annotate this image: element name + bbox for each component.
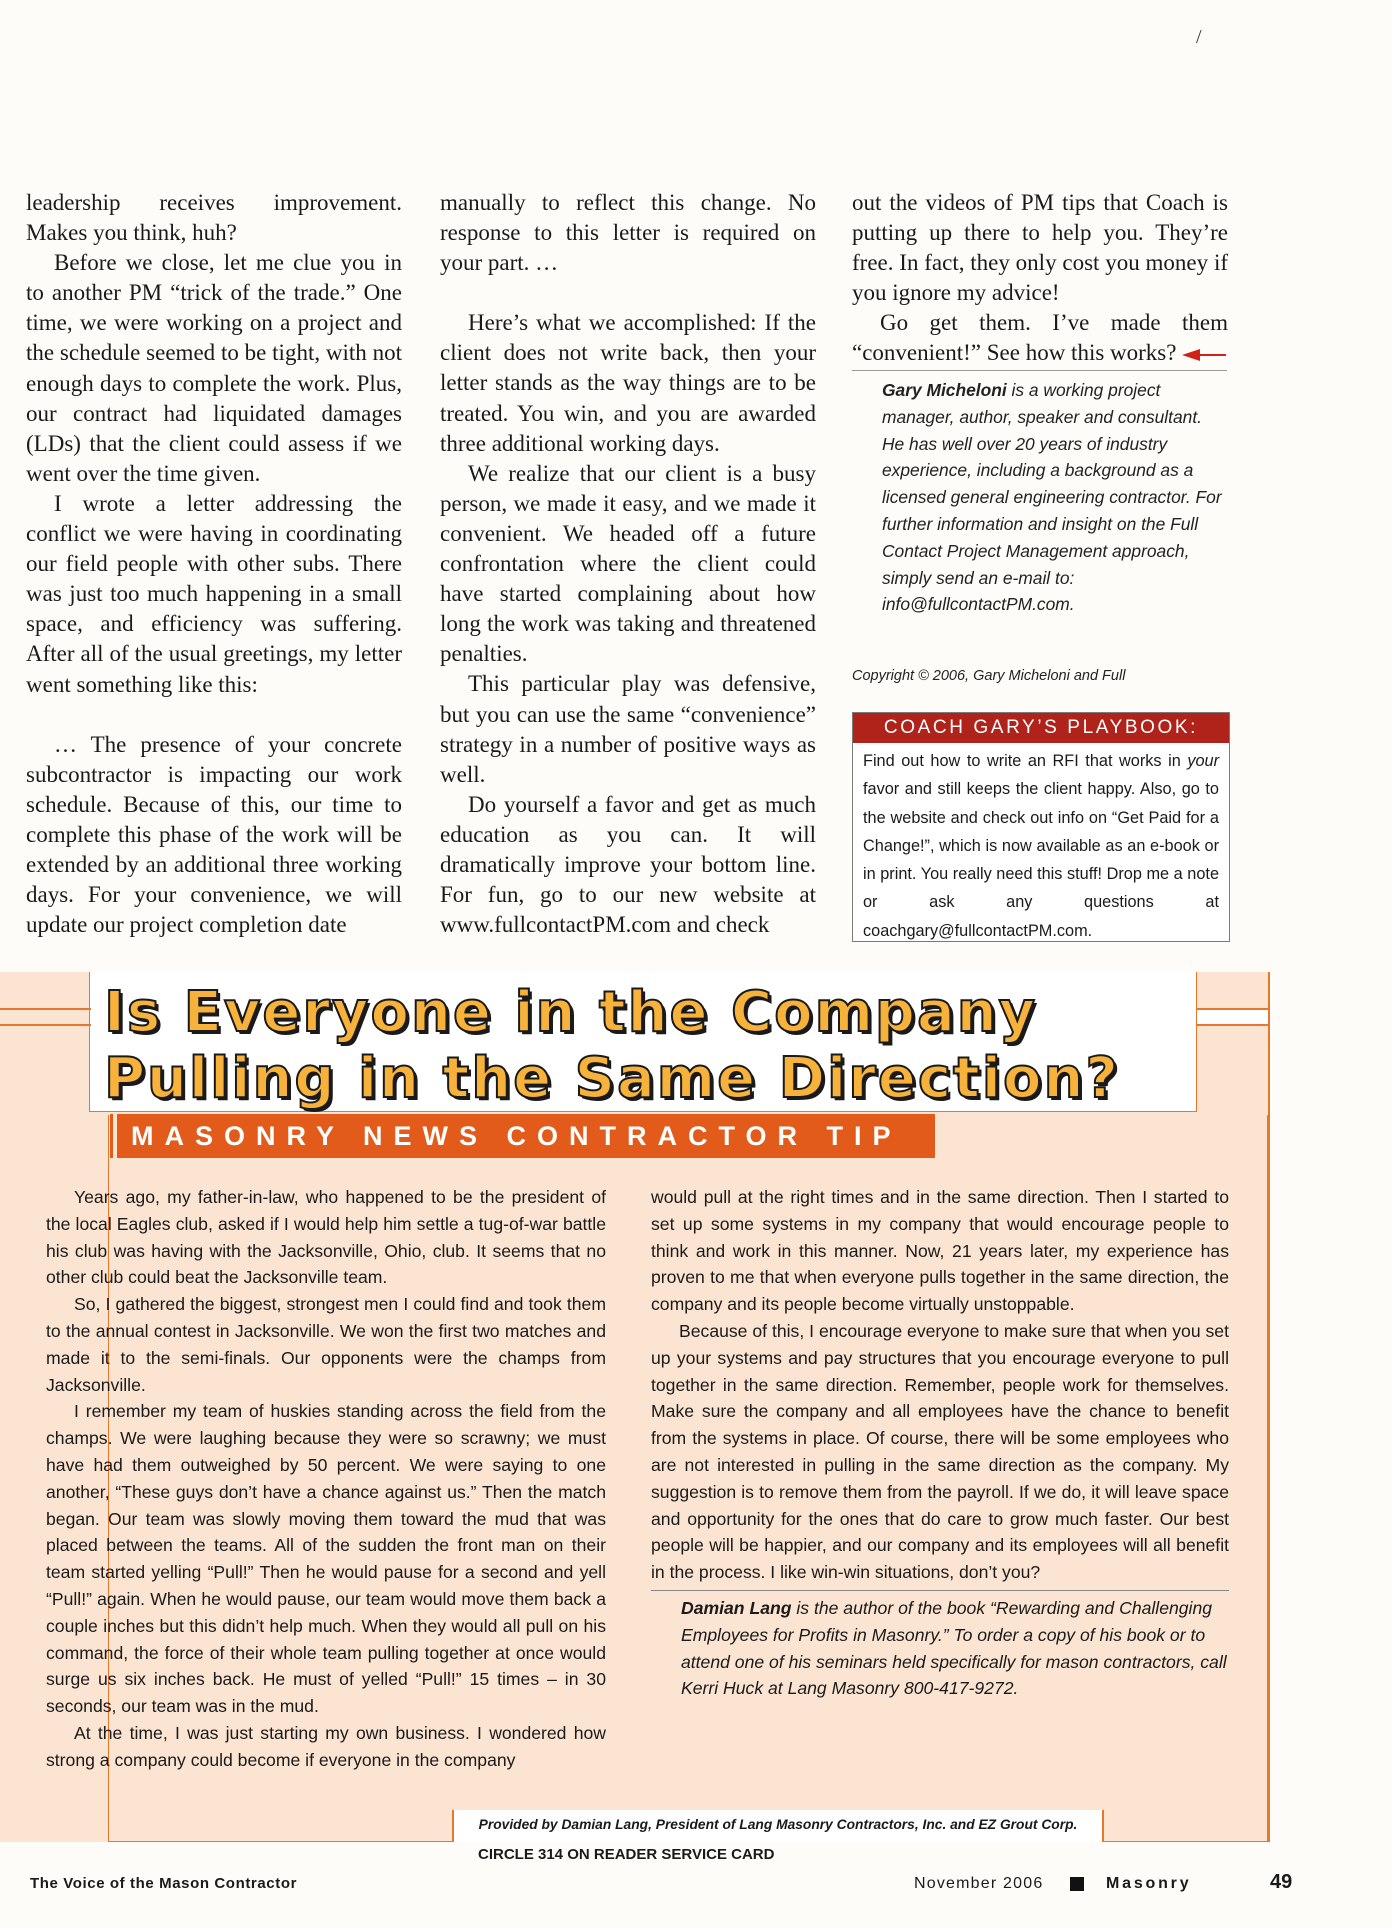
end-arrow-icon [1182, 348, 1226, 362]
paragraph [852, 308, 1228, 368]
author-bio-text: is a working project manager, author, speaker and consultant. He has well over 20 years of industry experience, including a background as a licensed general engineering contractor. For further information and insight on the Full Contact Project Management approach, simply send an e-mail to: info@fullcontactPM.com. [882, 380, 1222, 615]
corner-mark: / [1196, 26, 1202, 48]
footer-issue-date: November 2006 [914, 1875, 1044, 1892]
sidebar-column-2 [651, 1184, 1229, 1702]
paragraph: I wrote a letter addressing the conflict we were having in coordinating our field people with other subs. There was just too much happening in a small space, and efficiency was suffering. After all of the usual greetings, my letter went something like this: [26, 490, 402, 697]
sidebar-column-1 [46, 1184, 606, 1774]
paragraph: would pull at the right times and in the same direction. Then I started to set up some systems in my company that would encourage people to think and work in this manner. Now, 21 years later, my experience has proven to me that when everyone pulls together in the same direction, the company and its people become virtually unstoppable. [651, 1187, 1229, 1315]
paragraph: Before we close, let me clue you in to another PM “trick of the trade.” One time, we were working on a project and the schedule seemed to be tight, with not enough days to complete the work. Plus, our contract had liquidated damages (LDs) that the client could assess if we went over the time given. [26, 250, 402, 486]
playbook-text [853, 743, 1229, 945]
playbook-text-emphasis: your [1187, 752, 1219, 770]
article-column-1 [26, 188, 402, 940]
footer-tagline: The Voice of the Mason Contractor [30, 1875, 298, 1892]
author-name: Gary Micheloni [882, 380, 1007, 400]
decorative-rule-vertical [1268, 972, 1270, 1842]
paragraph: leadership receives improvement. Makes you think, huh? [26, 190, 402, 246]
paragraph: At the time, I was just starting my own business. I wondered how strong a company could become if everyone in the company [46, 1722, 606, 1770]
paragraph: We realize that our client is a busy person, we made it easy, and we made it convenient. We headed off a future confrontation where the client could have started complaining about how long the work was taking and threatened penalties. [440, 460, 816, 667]
playbook-heading: COACH GARY’S PLAYBOOK: [853, 713, 1229, 743]
sidebar-author-bio [651, 1590, 1229, 1702]
footer-magazine-name: Masonry [1106, 1875, 1192, 1892]
footer-square-icon [1070, 1877, 1084, 1891]
paragraph: So, I gathered the biggest, strongest men I could find and took them to the annual contest in Jacksonville. We won the first two matches and made it to the semi-finals. Our opponents were the champs from Jacksonville. [46, 1294, 606, 1395]
paragraph: This particular play was defensive, but you can use the same “convenience” strategy in a number of positive ways as well. [440, 671, 816, 787]
paragraph: Do yourself a favor and get as much education as you can. It will dramatically improve your bottom line. For fun, go to our new website at www.fullcontactPM.com and check [440, 791, 816, 938]
article-column-2 [440, 188, 816, 940]
page-number: 49 [1270, 1871, 1293, 1893]
copyright-line: Copyright © 2006, Gary Micheloni and Full [852, 668, 1126, 684]
article-column-3 [852, 188, 1228, 369]
playbook-box [852, 712, 1230, 942]
decorative-rule-left [0, 1008, 91, 1026]
paragraph: Here’s what we accomplished: If the client does not write back, then your letter stands as the way things are to be treated. You win, and you are awarded three additional working days. [440, 310, 816, 456]
sidebar-title [104, 980, 1194, 1112]
provided-by-credit: Provided by Damian Lang, President of Lang Masonry Contractors, Inc. and EZ Grout Corp. [452, 1810, 1104, 1842]
sidebar-author-bio-text: is the author of the book “Rewarding and Challenging Employees for Profits in Masonry.” To order a copy of his book or to attend one of his seminars held specifically for mason contractors, call Kerri Huck at Lang Masonry 800-417-9272. [681, 1597, 1227, 1699]
tip-label-bar: MASONRY NEWS CONTRACTOR TIP [117, 1114, 935, 1158]
paragraph: out the videos of PM tips that Coach is putting up there to help you. They’re free. In fact, they only cost you money if you ignore my advice! [852, 190, 1228, 306]
paragraph: I remember my team of huskies standing across the field from the champs. We were laughing because they were so scrawny; we must have had them outweighed by 50 percent. We were saying to one another, “These guys don’t have a chance against us.” Then the match began. Our team was slowly moving them toward the mud that was placed between the teams. All of the sudden the front man on their team started yelling “Pull!” Then he would pause for a second and yell “Pull!” again. When he would pause, our team would move them back a couple inches but this didn’t help much. When they would all pull on his command, the force of their whole team pulling together at once would surge us six inches back. He must of yelled “Pull!” 15 times – in 30 seconds, our team was in the mud. [46, 1401, 606, 1717]
paragraph: Years ago, my father-in-law, who happened to be the president of the local Eagles club, asked if I would help him settle a tug-of-war battle his club was having with the Jacksonville, Ohio, club. It seems that no other club could beat the Jacksonville team. [46, 1187, 606, 1288]
closing-text: Go get them. I’ve made them “convenient!” See how this works? [852, 310, 1228, 366]
title-line-1: Is Everyone in the Company [104, 980, 1038, 1045]
letter-quote: … The presence of your concrete subcontractor is impacting our work schedule. Because of this, our time to complete this phase of the work will be extended by an additional three working days. For your convenience, we will update our project completion date [26, 731, 402, 938]
paragraph: manually to reflect this change. No response to this letter is required on your part. … [440, 190, 816, 276]
playbook-text-part: Find out how to write an RFI that works in [863, 752, 1188, 770]
reader-service-note: CIRCLE 314 ON READER SERVICE CARD [478, 1846, 775, 1863]
paragraph: Because of this, I encourage everyone to make sure that when you set up your systems and pay structures that you encourage everyone to pull together in the same direction. Remember, people work for themselves. Make sure the company and all employees have the chance to benefit from the systems in place. Of course, there will be some employees who are not interested in pulling in the same direction as the company. My suggestion is to remove them from the payroll. If we do, it will leave space and opportunity for the ones that do care to grow much faster. Our best people will be happier, and our company and its employees will all benefit in the process. I like win-win situations, don’t you? [651, 1320, 1229, 1583]
sidebar-author-name: Damian Lang [681, 1597, 792, 1618]
title-line-2: Pulling in the Same Direction? [104, 1046, 1120, 1111]
playbook-text-part: favor and still keeps the client happy. Also, go to the website and check out info on “Get Paid for a Change!”, which is now available as an e-book or in print. You really need this stuff! Drop me a note or ask any questions at coachgary@fullcontactPM.com. [863, 780, 1219, 940]
author-bio [852, 370, 1227, 618]
decorative-rule-right [1197, 1008, 1268, 1026]
